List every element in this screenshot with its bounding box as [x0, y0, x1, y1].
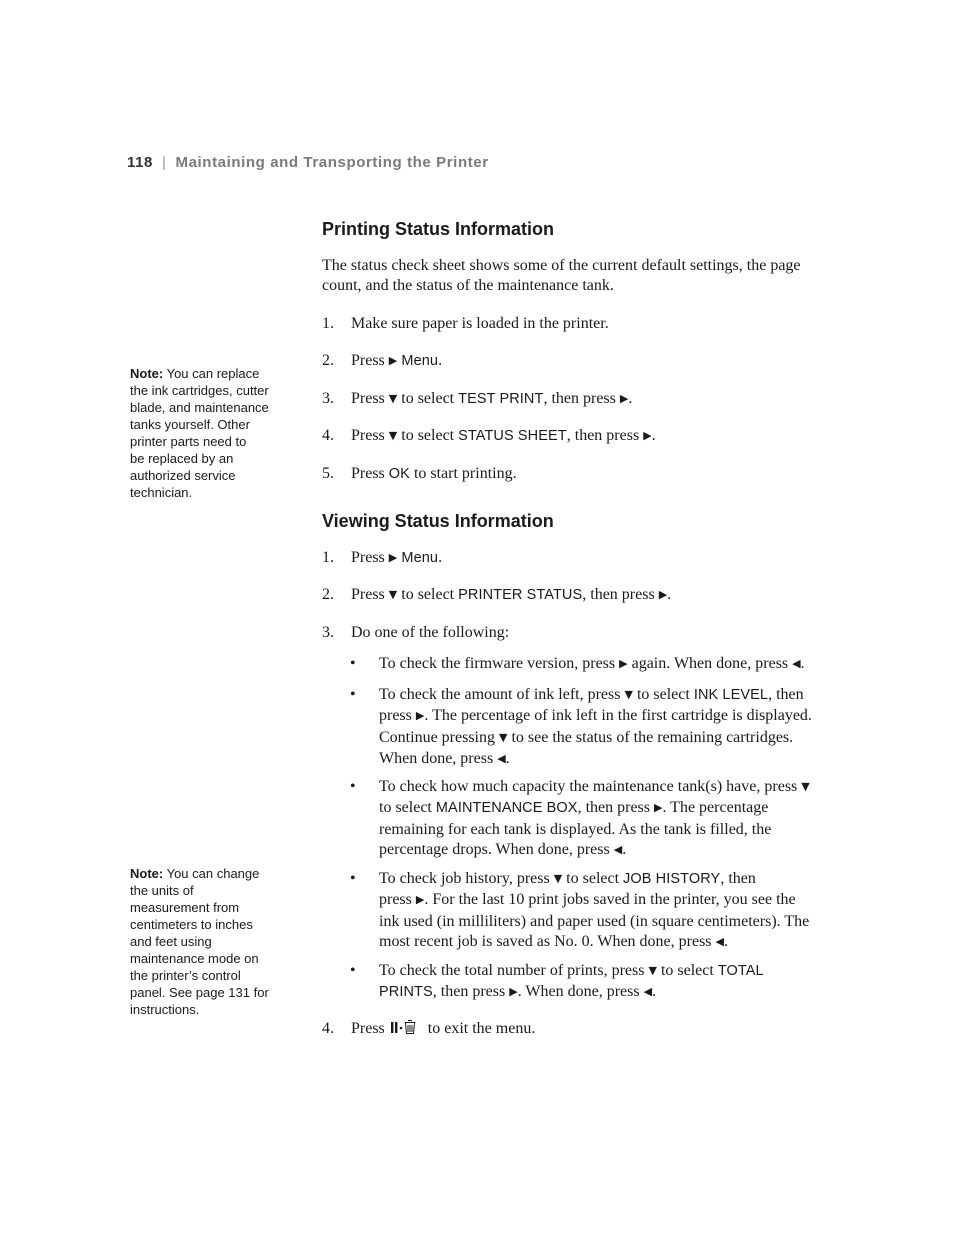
step-text: Press — [351, 390, 389, 407]
bullet-text: To check how much capacity the maintenance tank(s) have, press — [379, 778, 802, 795]
bullet-item-ink-level — [350, 685, 827, 770]
left-arrow-icon: ◀ — [792, 657, 801, 670]
note-label: Note: — [130, 866, 164, 881]
bullet-text: to select — [379, 799, 436, 817]
step-text: Press — [351, 586, 389, 603]
menu-key-label: INK LEVEL — [693, 687, 769, 703]
bullet-text: . When done, press — [517, 983, 644, 1001]
step-text: to select — [397, 586, 459, 603]
step-text: Press — [351, 427, 389, 444]
margin-note-units — [130, 865, 290, 1018]
margin-note-replace-parts — [130, 365, 290, 501]
bullet-text: To check the amount of ink left, press — [379, 686, 625, 703]
note-line: centimeters to inches — [130, 917, 253, 932]
step-text: , then press — [582, 586, 659, 603]
right-arrow-icon: ▶ — [509, 985, 518, 999]
bullet-text: Continue pressing — [379, 728, 499, 746]
step-text: Make sure paper is loaded in the printer. — [351, 315, 609, 332]
step-text: . — [438, 549, 443, 566]
bullet-text: . — [652, 983, 657, 1001]
step-text: . — [628, 390, 633, 407]
note-line: authorized service — [130, 468, 236, 483]
note-line: technician. — [130, 485, 193, 500]
bullet-text: . — [724, 932, 728, 950]
bullet-text: . — [622, 840, 627, 858]
right-arrow-icon: ▶ — [619, 657, 628, 670]
bullet-text: To check the total number of prints, press — [379, 962, 649, 979]
step-text: , then press — [543, 390, 620, 407]
left-arrow-icon: ◀ — [643, 985, 653, 999]
bullet-text: to see the status of the remaining cartridges. — [507, 728, 794, 746]
note-line: panel. See page 131 for — [130, 985, 269, 1000]
bullet-text: remaining for each tank is displayed. As the tank is filled, the — [379, 820, 772, 838]
note-line: and feet using — [130, 934, 212, 949]
step-number: 4. — [322, 427, 334, 444]
bullet-text: to select — [632, 686, 694, 703]
step-number: 1. — [322, 549, 334, 566]
step-text: Press — [351, 1020, 385, 1037]
bullet-icon: • — [350, 655, 356, 672]
down-arrow-icon: ▼ — [388, 392, 398, 405]
bullet-text: . The percentage — [662, 799, 769, 817]
bullet-text: . — [800, 655, 805, 672]
down-arrow-icon: ▼ — [388, 588, 398, 601]
step-number: 2. — [322, 352, 334, 369]
intro-line: The status check sheet shows some of the current default settings, the page — [322, 257, 801, 274]
right-arrow-icon: ▶ — [415, 893, 425, 907]
bullet-text: To check the firmware version, press — [379, 655, 620, 672]
note-line: maintenance mode on — [130, 951, 259, 966]
right-arrow-icon: ▶ — [388, 354, 398, 367]
note-line: measurement from — [130, 900, 240, 915]
bullet-text: When done, press — [379, 749, 498, 767]
note-line: instructions. — [130, 1002, 200, 1017]
note-line: the units of — [130, 883, 194, 898]
menu-key-label: TOTAL — [717, 963, 764, 979]
step-text: to select — [397, 427, 459, 444]
step-number: 5. — [322, 465, 334, 482]
step-text: to start printing. — [409, 465, 517, 482]
intro-line: count, and the status of the maintenance tank. — [322, 277, 614, 294]
down-arrow-icon: ▼ — [801, 780, 810, 793]
bullet-text: , then — [768, 686, 804, 703]
bullet-text: , then press — [432, 983, 510, 1001]
step-text: to exit the menu. — [427, 1020, 536, 1037]
bullet-text: . — [505, 749, 510, 767]
note-line: the printer’s control — [130, 968, 241, 983]
step-number: 3. — [322, 390, 334, 407]
step-text: . — [667, 586, 672, 603]
section-heading-viewing-status: Viewing Status Information — [322, 511, 554, 531]
note-line: printer parts need to — [130, 434, 247, 449]
running-header — [127, 154, 489, 171]
bullet-icon: • — [350, 962, 356, 979]
step-text: . — [651, 427, 656, 444]
bullet-item-job-history — [350, 869, 827, 953]
note-line: blade, and maintenance — [130, 400, 269, 415]
chapter-title: Maintaining and Transporting the Printer — [175, 154, 489, 171]
step-text: Press — [351, 352, 389, 369]
bullet-text: to select — [562, 870, 624, 887]
note-line: the ink cartridges, cutter — [130, 383, 269, 398]
step-number: 4. — [322, 1020, 334, 1037]
step-text: to select — [397, 390, 459, 407]
step-number: 2. — [322, 586, 334, 603]
left-arrow-icon: ◀ — [613, 842, 623, 856]
step-number: 1. — [322, 315, 334, 332]
down-arrow-icon: ▼ — [648, 964, 657, 977]
bullet-item-firmware — [350, 654, 827, 675]
note-label: Note: — [130, 366, 164, 381]
note-line: tanks yourself. Other — [130, 417, 250, 432]
right-arrow-icon: ▶ — [619, 392, 629, 405]
note-line: be replaced by an — [130, 451, 234, 466]
bullet-icon: • — [350, 686, 356, 703]
menu-key-label: TEST PRINT — [458, 391, 544, 407]
menu-key-label: Menu — [401, 550, 439, 566]
bullet-text: to select — [656, 962, 718, 979]
step-number: 3. — [322, 624, 334, 641]
bullet-text: , then — [720, 870, 756, 887]
bullet-text: , then press — [577, 799, 654, 817]
bullet-icon: • — [350, 778, 356, 795]
menu-key-label: MAINTENANCE BOX — [435, 800, 578, 817]
section-heading-printing-status: Printing Status Information — [322, 219, 554, 239]
bullet-icon: • — [350, 870, 356, 887]
menu-key-label: Menu — [401, 353, 439, 369]
menu-key-label: PRINTER STATUS — [458, 587, 583, 603]
down-arrow-icon: ▼ — [624, 688, 633, 701]
bullet-item-total-prints — [350, 961, 827, 1004]
bullet-item-maintenance — [350, 777, 827, 861]
ok-key-label: OK — [388, 466, 410, 482]
bullet-text: again. When done, press — [627, 655, 793, 672]
right-arrow-icon: ▶ — [654, 801, 663, 815]
menu-key-label: STATUS SHEET — [458, 428, 567, 444]
note-line: You can change — [163, 866, 260, 881]
down-arrow-icon: ▼ — [499, 730, 508, 744]
step-text: . — [438, 352, 443, 369]
step-text: Press — [351, 465, 389, 482]
intro-paragraph — [322, 256, 822, 296]
header-separator: | — [162, 154, 167, 171]
bullet-text: most recent job is saved as No. 0. When done, press — [379, 932, 716, 950]
right-arrow-icon: ▶ — [658, 588, 668, 601]
bullet-text: To check job history, press — [379, 870, 554, 887]
step-text: Press — [351, 549, 389, 566]
right-arrow-icon: ▶ — [643, 429, 652, 442]
bullet-text: press — [379, 891, 416, 909]
bullet-text: press — [379, 707, 416, 725]
bullet-text: ink used (in milliliters) and paper used (in square centimeters). The — [379, 912, 810, 930]
down-arrow-icon: ▼ — [553, 872, 563, 885]
bullet-text: percentage drops. When done, press — [379, 840, 614, 858]
menu-key-label: PRINTS — [379, 984, 433, 1001]
step-text: , then press — [566, 427, 644, 444]
page-number: 118 — [127, 154, 153, 171]
note-line: You can replace — [163, 366, 260, 381]
step-text: Do one of the following: — [351, 624, 510, 641]
bullet-text: . The percentage of ink left in the first cartridge is displayed. — [424, 707, 812, 725]
down-arrow-icon: ▼ — [388, 429, 398, 442]
menu-key-label: JOB HISTORY — [623, 871, 721, 887]
pause-cancel-icon — [390, 1019, 424, 1041]
left-arrow-icon: ◀ — [715, 934, 724, 948]
bullet-text: . For the last 10 print jobs saved in the printer, you see the — [424, 891, 796, 909]
right-arrow-icon: ▶ — [388, 551, 398, 564]
right-arrow-icon: ▶ — [415, 709, 425, 723]
left-arrow-icon: ◀ — [497, 751, 506, 765]
